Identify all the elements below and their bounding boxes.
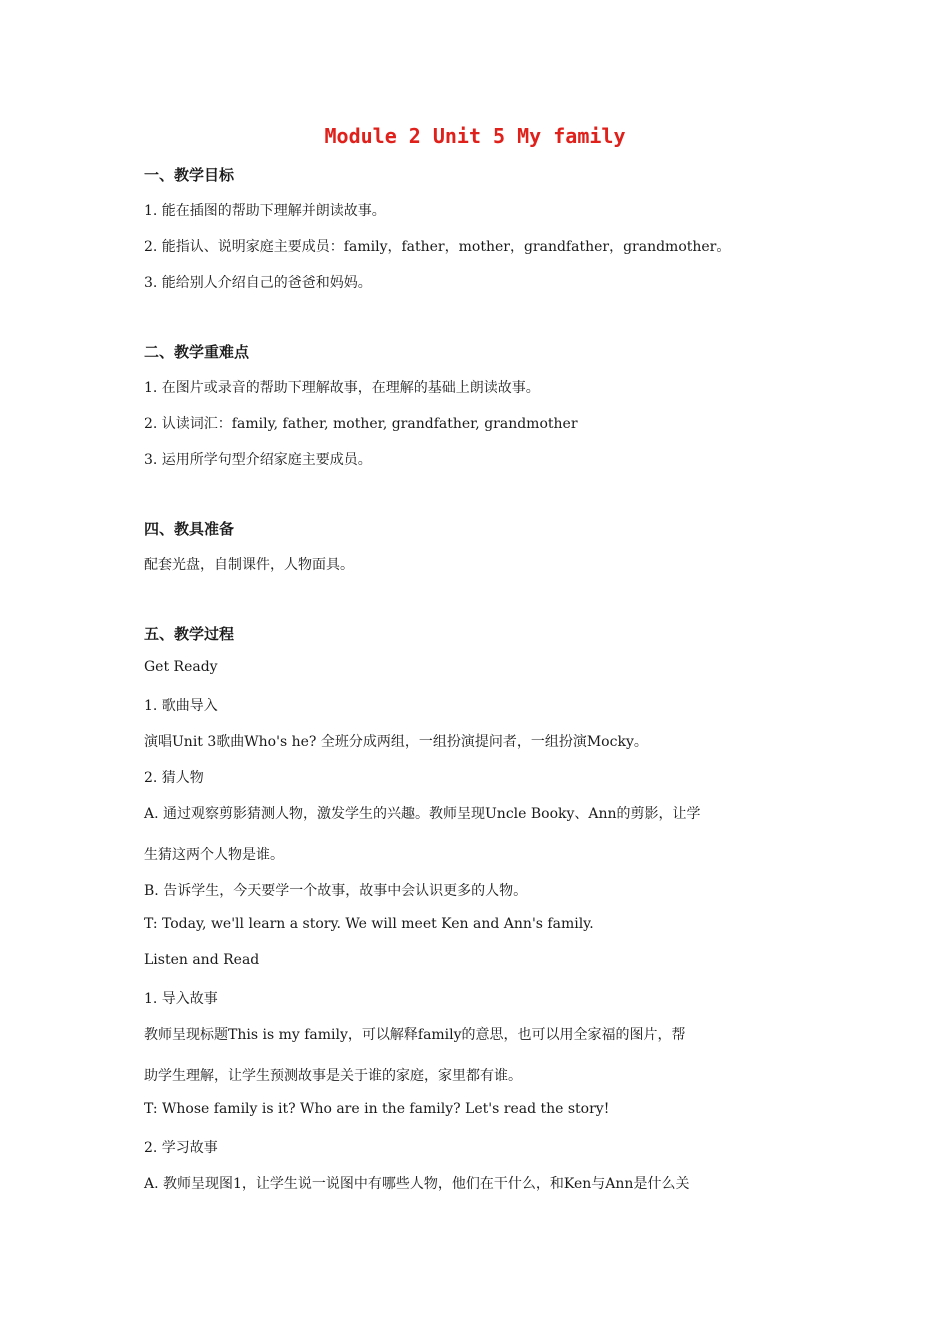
procedure-line: T: Today, we'll learn a story. We will meet Ken and Ann's family. [144,916,594,932]
section-heading-procedure: 五、教学过程 [144,625,235,643]
section-heading-key-points: 二、教学重难点 [144,343,250,361]
procedure-line: 生猜这两个人物是谁。 [144,847,284,863]
procedure-line: 2. 学习故事 [144,1140,218,1156]
procedure-line: 教师呈现标题This is my family，可以解释family的意思，也可以用全家福的图片，帮 [144,1027,686,1043]
procedure-line: 1. 导入故事 [144,991,218,1007]
document-title: Module 2 Unit 5 My family [324,124,626,148]
key-point-item: 2. 认读词汇：family, father, mother, grandfather, grandmother [144,416,578,432]
procedure-line: Listen and Read [144,952,260,968]
objective-item: 1. 能在插图的帮助下理解并朗读故事。 [144,203,386,219]
key-point-item: 3. 运用所学句型介绍家庭主要成员。 [144,452,372,468]
procedure-line: 2. 猜人物 [144,770,204,786]
objective-item: 2. 能指认、说明家庭主要成员：family，father，mother，grandfather，grandmother。 [144,239,731,255]
procedure-line: 1. 歌曲导入 [144,698,218,714]
section-heading-materials: 四、教具准备 [144,520,235,538]
materials-text: 配套光盘，自制课件，人物面具。 [144,557,354,573]
procedure-line: A. 通过观察剪影猜测人物，激发学生的兴趣。教师呈现Uncle Booky、Ann的剪影，让学 [144,806,701,822]
objective-item: 3. 能给别人介绍自己的爸爸和妈妈。 [144,275,372,291]
section-heading-objectives: 一、教学目标 [144,166,235,184]
procedure-line: 演唱Unit 3歌曲Who's he? 全班分成两组，一组扮演提问者，一组扮演Mocky。 [144,734,648,750]
procedure-line: T: Whose family is it? Who are in the family? Let's read the story! [144,1101,610,1117]
procedure-line: B. 告诉学生，今天要学一个故事，故事中会认识更多的人物。 [144,883,528,899]
key-point-item: 1. 在图片或录音的帮助下理解故事，在理解的基础上朗读故事。 [144,380,540,396]
procedure-line: Get Ready [144,659,218,675]
procedure-line: A. 教师呈现图1，让学生说一说图中有哪些人物，他们在干什么，和Ken与Ann是什么关 [144,1176,690,1192]
procedure-line: 助学生理解，让学生预测故事是关于谁的家庭，家里都有谁。 [144,1068,522,1084]
